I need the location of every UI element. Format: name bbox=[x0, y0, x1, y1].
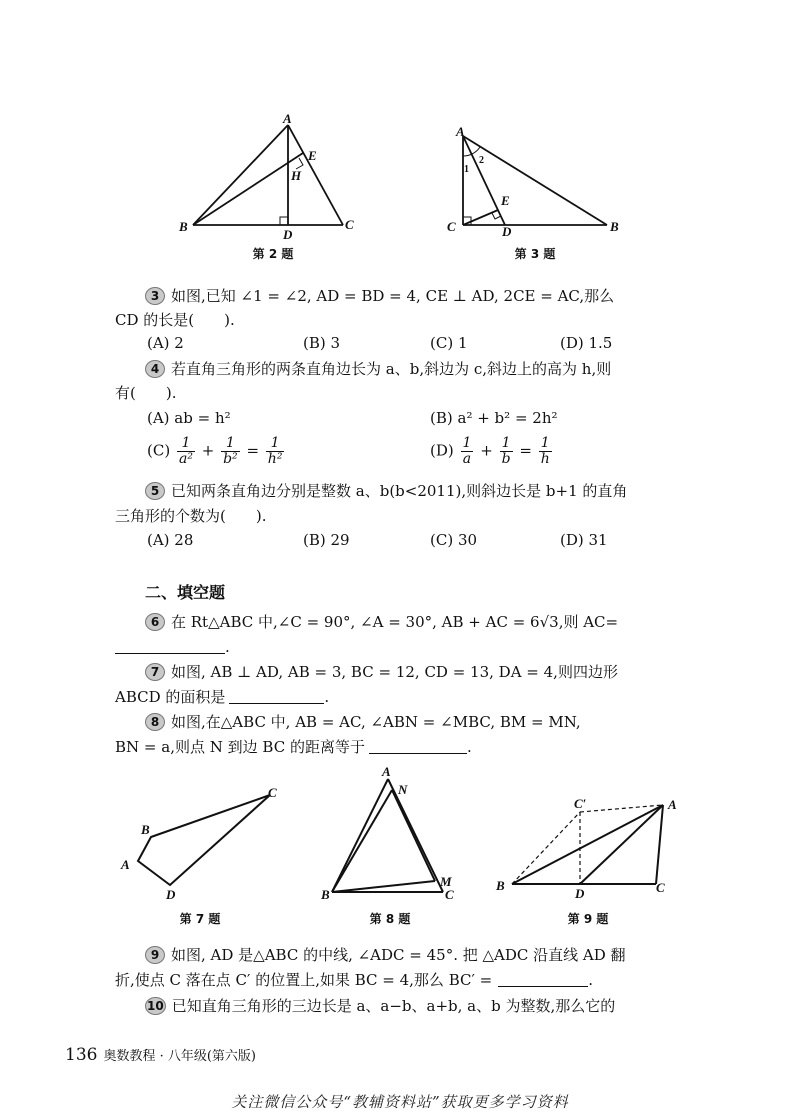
fig7-caption: 第 7 题 bbox=[179, 912, 221, 926]
fig7-label-C: C bbox=[268, 785, 277, 800]
fig9-label-D: D bbox=[575, 886, 585, 900]
fig7-label-D: D bbox=[166, 887, 176, 902]
q5-option-c: (C) 30 bbox=[430, 531, 478, 549]
page-number: 136 bbox=[65, 1045, 98, 1065]
figure-7 bbox=[118, 783, 293, 903]
q5-option-a: (A) 28 bbox=[147, 531, 194, 549]
book-title: 奥数教程 · 八年级(第六版) bbox=[103, 1049, 256, 1064]
q10-line1 bbox=[145, 995, 735, 1017]
fig9-label-A: A bbox=[668, 797, 677, 812]
q4-option-d: (D) $\frac{1}{a}$ + $\frac{1}{b}$ = $\frac{1}{h}$ bbox=[430, 435, 550, 467]
q3-option-c: (C) 1 bbox=[430, 334, 468, 352]
fig2-label-H: H bbox=[291, 168, 302, 183]
fig7-label-A: A bbox=[121, 857, 130, 872]
q5-option-d: (D) 31 bbox=[560, 531, 608, 549]
q3-line1 bbox=[145, 285, 735, 307]
fig2-label-A: A bbox=[283, 112, 292, 126]
q9-answer-blank[interactable] bbox=[498, 986, 588, 987]
fig8-label-A: A bbox=[382, 764, 391, 779]
q6-line2: . bbox=[115, 636, 705, 658]
fig9-label-Cprime: C′ bbox=[574, 796, 587, 811]
q8-line2: BN = a,则点 N 到边 BC 的距离等于 . bbox=[115, 738, 472, 756]
section-heading: 二、填空题 bbox=[145, 583, 226, 602]
figure-9 bbox=[490, 790, 690, 900]
fig3-label-E: E bbox=[501, 193, 510, 208]
q7-line2: ABCD 的面积是 . bbox=[115, 688, 330, 706]
q8-number-badge: 8 bbox=[145, 713, 165, 731]
q10-text1: 已知直角三角形的三边长是 a、a−b、a+b, a、b 为整数,那么它的 bbox=[171, 997, 616, 1015]
q4-line1 bbox=[145, 358, 735, 380]
fig2-caption: 第 2 题 bbox=[252, 247, 294, 261]
figure-2 bbox=[175, 112, 370, 242]
fig7-label-B: B bbox=[141, 822, 150, 837]
q5-number-badge: 5 bbox=[145, 482, 165, 500]
q4-option-a: (A) ab = h² bbox=[147, 409, 231, 427]
q9-line2: 折,使点 C 落在点 C′ 的位置上,如果 BC = 4,那么 BC′ = . bbox=[115, 971, 594, 989]
q4-text1: 若直角三角形的两条直角边长为 a、b,斜边为 c,斜边上的高为 h,则 bbox=[171, 360, 612, 378]
q9-line1 bbox=[145, 944, 735, 966]
figure-8 bbox=[318, 762, 463, 902]
fig9-label-C: C bbox=[656, 880, 665, 895]
q8-text1: 如图,在△ABC 中, AB = AC, ∠ABN = ∠MBC, BM = MN, bbox=[171, 713, 581, 731]
q3-option-b: (B) 3 bbox=[303, 334, 341, 352]
figure-3 bbox=[445, 118, 630, 243]
fig9-caption: 第 9 题 bbox=[567, 912, 609, 926]
q5-line1 bbox=[145, 480, 735, 502]
fig3-label-A: A bbox=[456, 124, 465, 139]
fig3-label-C: C bbox=[447, 219, 456, 234]
q7-answer-blank[interactable] bbox=[229, 703, 324, 704]
q6-text1: 在 Rt△ABC 中,∠C = 90°, ∠A = 30°, AB + AC = 6√3,则 AC= bbox=[171, 613, 619, 631]
q7-line1 bbox=[145, 661, 735, 683]
q7-text1: 如图, AB ⊥ AD, AB = 3, BC = 12, CD = 13, DA = 4,则四边形 bbox=[171, 663, 618, 681]
q4-option-b: (B) a² + b² = 2h² bbox=[430, 409, 558, 427]
fig8-caption: 第 8 题 bbox=[369, 912, 411, 926]
q6-answer-blank[interactable] bbox=[115, 653, 225, 654]
fig2-label-E: E bbox=[308, 148, 317, 163]
q4-option-c: (C) $\frac{1}{\text{a²}}$ + $\frac{1}{\text{b²}}$ = $\frac{1}{\text{h²}}$ bbox=[147, 435, 283, 467]
q4-number-badge: 4 bbox=[145, 360, 165, 378]
fig8-label-N: N bbox=[398, 782, 408, 797]
q5-text2: 三角形的个数为( ). bbox=[115, 507, 267, 525]
fig3-caption: 第 3 题 bbox=[514, 247, 556, 261]
page-footer bbox=[65, 1045, 256, 1065]
q4-text2: 有( ). bbox=[115, 384, 177, 402]
q3-text1: 如图,已知 ∠1 = ∠2, AD = BD = 4, CE ⊥ AD, 2CE = AC,那么 bbox=[171, 287, 615, 305]
watermark-text: 关注微信公众号“教辅资料站”获取更多学习资料 bbox=[231, 1093, 569, 1111]
fig8-label-B: B bbox=[321, 887, 330, 902]
q6-number-badge: 6 bbox=[145, 613, 165, 631]
fig3-label-angle2: 2 bbox=[479, 155, 484, 166]
q3-text2: CD 的长是( ). bbox=[115, 311, 235, 329]
q9-number-badge: 9 bbox=[145, 946, 165, 964]
q3-option-d: (D) 1.5 bbox=[560, 334, 613, 352]
fig3-label-angle1: 1 bbox=[464, 164, 469, 175]
fig2-label-D: D bbox=[283, 227, 293, 242]
fig8-label-M: M bbox=[440, 874, 452, 889]
q9-text1: 如图, AD 是△ABC 的中线, ∠ADC = 45°. 把 △ADC 沿直线 AD 翻 bbox=[171, 946, 626, 964]
q8-answer-blank[interactable] bbox=[369, 753, 467, 754]
fig3-label-B: B bbox=[610, 219, 619, 234]
fig8-label-C: C bbox=[445, 887, 454, 902]
fig2-label-C: C bbox=[345, 217, 354, 232]
q8-line1 bbox=[145, 711, 735, 733]
q5-text1: 已知两条直角边分别是整数 a、b(b<2011),则斜边长是 b+1 的直角 bbox=[171, 482, 628, 500]
q5-option-b: (B) 29 bbox=[303, 531, 350, 549]
q10-number-badge: 10 bbox=[147, 999, 164, 1013]
fig9-label-B: B bbox=[496, 878, 505, 893]
q7-number-badge: 7 bbox=[145, 663, 165, 681]
fig3-label-D: D bbox=[502, 224, 512, 239]
q3-option-a: (A) 2 bbox=[147, 334, 184, 352]
q6-line1 bbox=[145, 611, 735, 633]
q3-number-badge: 3 bbox=[145, 287, 165, 305]
fig2-label-B: B bbox=[179, 219, 188, 234]
